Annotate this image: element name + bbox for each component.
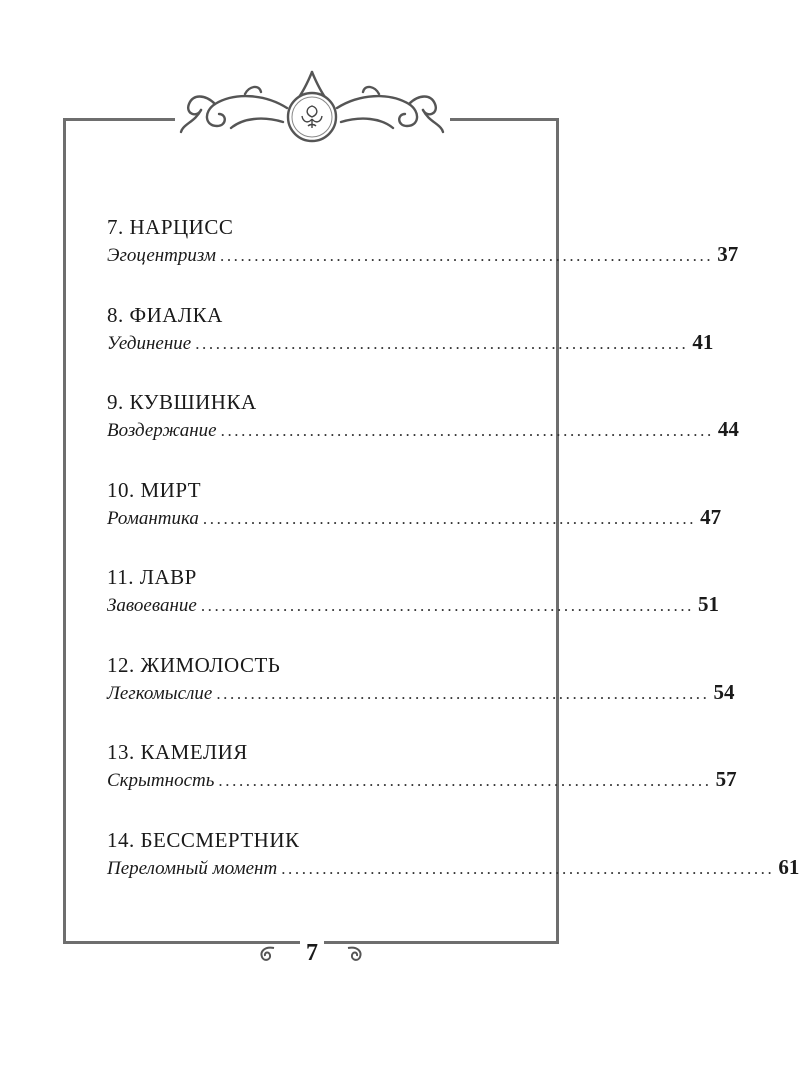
page-number: 37	[717, 242, 739, 266]
chapter-title: 7. НАРЦИСС	[107, 215, 234, 239]
toc-entry[interactable]	[107, 827, 799, 915]
toc-line	[107, 329, 714, 357]
curl-ornament-left-icon	[258, 944, 276, 964]
chapter-subtitle: Переломный момент	[107, 857, 278, 879]
toc-entry[interactable]	[107, 302, 714, 390]
toc-entry[interactable]	[107, 564, 720, 652]
toc-line	[107, 242, 739, 269]
chapter-title: 13. КАМЕЛИЯ	[107, 740, 248, 764]
chapter-title: 10. МИРТ	[107, 477, 202, 502]
chapter-subtitle: Романтика	[107, 507, 199, 529]
chapter-subtitle: Скрытность	[107, 770, 215, 791]
table-of-contents	[107, 214, 799, 914]
dot-leader: ........................................................................	[219, 246, 714, 265]
chapter-subtitle: Воздержание	[107, 420, 217, 441]
page-number: 41	[692, 329, 714, 354]
dot-leader: ........................................................................	[216, 683, 710, 703]
page-number: 54	[713, 679, 735, 704]
page-number: 51	[698, 592, 720, 616]
chapter-title: 14. БЕССМЕРТНИК	[107, 827, 300, 852]
toc-entry[interactable]	[107, 214, 739, 302]
page-number: 44	[717, 417, 739, 441]
dot-leader: ........................................................................	[220, 421, 714, 440]
toc-line	[107, 767, 737, 794]
chapter-title: 9. КУВШИНКА	[107, 390, 257, 414]
dot-leader: ........................................................................	[200, 596, 695, 615]
toc-entry[interactable]	[107, 739, 737, 827]
dot-leader: ........................................................................	[281, 858, 775, 878]
toc-line	[107, 679, 735, 707]
chapter-subtitle: Легкомыслие	[107, 682, 213, 704]
toc-entry[interactable]	[107, 477, 722, 565]
toc-entry[interactable]	[107, 652, 735, 740]
chapter-subtitle: Завоевание	[107, 595, 197, 616]
flower-scroll-ornament-icon	[175, 64, 450, 144]
chapter-title: 12. ЖИМОЛОСТЬ	[107, 652, 281, 677]
chapter-subtitle: Эгоцентризм	[107, 245, 216, 266]
page-number-footer: 7	[300, 940, 324, 967]
curl-ornament-right-icon	[346, 944, 364, 964]
toc-line	[107, 504, 722, 532]
toc-line	[107, 592, 720, 619]
page-number: 57	[715, 767, 737, 791]
toc-line	[107, 854, 799, 882]
page-number: 61	[778, 854, 799, 879]
chapter-title: 11. ЛАВР	[107, 565, 197, 589]
chapter-title: 8. ФИАЛКА	[107, 302, 223, 327]
dot-leader: ........................................................................	[218, 771, 712, 790]
toc-line	[107, 417, 739, 444]
chapter-subtitle: Уединение	[107, 332, 192, 354]
dot-leader: ........................................................................	[202, 508, 697, 528]
dot-leader: ........................................................................	[195, 333, 689, 353]
toc-entry[interactable]	[107, 389, 739, 477]
page-number: 47	[700, 504, 722, 529]
